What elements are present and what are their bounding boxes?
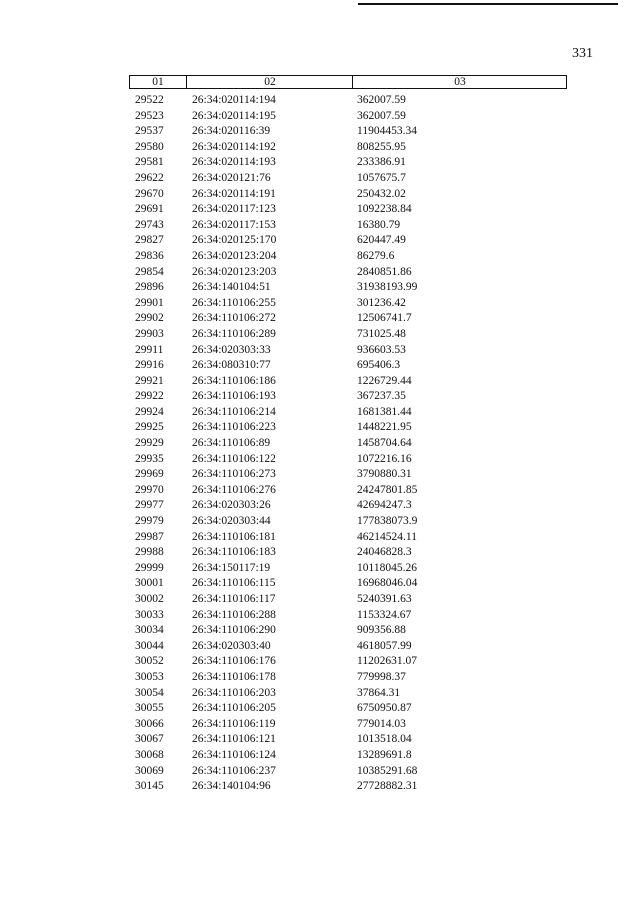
cadastral-value: 177838073.9 <box>357 515 418 528</box>
table-row <box>0 686 640 702</box>
cadastral-number: 26:34:020303:33 <box>192 343 271 356</box>
cadastral-value: 4618057.99 <box>357 639 412 652</box>
table-row <box>0 530 640 546</box>
cadastral-value: 2840851.86 <box>357 265 412 278</box>
table-row <box>0 764 640 780</box>
row-number: 30068 <box>135 748 164 761</box>
cadastral-number: 26:34:110106:272 <box>192 312 276 325</box>
row-number: 29929 <box>135 437 164 450</box>
row-number: 29903 <box>135 327 164 340</box>
cadastral-number: 26:34:110106:89 <box>192 437 271 450</box>
cadastral-value: 1153324.67 <box>357 608 412 621</box>
row-number: 29836 <box>135 249 164 262</box>
cadastral-value: 1057675.7 <box>357 171 406 184</box>
cadastral-number: 26:34:110106:203 <box>192 686 276 699</box>
cadastral-number: 26:34:110106:276 <box>192 483 276 496</box>
table-row <box>0 155 640 171</box>
cadastral-number: 26:34:020123:204 <box>192 249 277 262</box>
cadastral-number: 26:34:110106:273 <box>192 468 276 481</box>
cadastral-value: 731025.48 <box>357 327 406 340</box>
table-row <box>0 327 640 343</box>
cadastral-number: 26:34:110106:178 <box>192 670 276 683</box>
table-row <box>0 483 640 499</box>
cadastral-value: 1226729.44 <box>357 374 412 387</box>
cadastral-number: 26:34:110106:205 <box>192 702 276 715</box>
row-number: 29901 <box>135 296 164 309</box>
table-row <box>0 498 640 514</box>
cadastral-value: 42694247.3 <box>357 499 412 512</box>
top-rule <box>358 3 618 5</box>
row-number: 29523 <box>135 109 164 122</box>
cadastral-value: 362007.59 <box>357 109 406 122</box>
table-row <box>0 343 640 359</box>
cadastral-value: 6750950.87 <box>357 702 412 715</box>
table-row <box>0 608 640 624</box>
cadastral-number: 26:34:110106:181 <box>192 530 276 543</box>
column-header-03: 03 <box>352 76 567 88</box>
row-number: 29896 <box>135 281 164 294</box>
cadastral-number: 26:34:140104:51 <box>192 281 271 294</box>
cadastral-value: 24247801.85 <box>357 483 418 496</box>
row-number: 30052 <box>135 655 164 668</box>
table-row <box>0 358 640 374</box>
cadastral-value: 10118045.26 <box>357 561 417 574</box>
cadastral-value: 936603.53 <box>357 343 406 356</box>
table-row <box>0 779 640 795</box>
table-row <box>0 639 640 655</box>
cadastral-value: 362007.59 <box>357 94 406 106</box>
cadastral-number: 26:34:020114:194 <box>192 94 276 106</box>
row-number: 30069 <box>135 764 164 777</box>
row-number: 29670 <box>135 187 164 200</box>
table-row <box>0 623 640 639</box>
table-row <box>0 389 640 405</box>
cadastral-number: 26:34:020114:191 <box>192 187 276 200</box>
cadastral-number: 26:34:020117:153 <box>192 218 276 231</box>
table-row <box>0 374 640 390</box>
row-number: 30055 <box>135 702 164 715</box>
cadastral-number: 26:34:110106:176 <box>192 655 276 668</box>
cadastral-value: 1072216.16 <box>357 452 412 465</box>
cadastral-number: 26:34:020125:170 <box>192 234 277 247</box>
cadastral-number: 26:34:020121:76 <box>192 171 271 184</box>
table-row <box>0 732 640 748</box>
table-row <box>0 717 640 733</box>
table-row <box>0 654 640 670</box>
row-number: 29537 <box>135 125 164 138</box>
cadastral-number: 26:34:110106:289 <box>192 327 276 340</box>
cadastral-value: 1448221.95 <box>357 421 412 434</box>
table-row <box>0 202 640 218</box>
cadastral-number: 26:34:110106:115 <box>192 577 276 590</box>
table-row <box>0 233 640 249</box>
cadastral-value: 86279.6 <box>357 249 395 262</box>
row-number: 30044 <box>135 639 164 652</box>
cadastral-value: 24046828.3 <box>357 546 412 559</box>
row-number: 29580 <box>135 140 164 153</box>
cadastral-number: 26:34:020303:40 <box>192 639 271 652</box>
row-number: 29999 <box>135 561 164 574</box>
row-number: 29987 <box>135 530 164 543</box>
row-number: 29925 <box>135 421 164 434</box>
table-body <box>0 93 640 795</box>
table-row <box>0 420 640 436</box>
table-row <box>0 93 640 109</box>
cadastral-value: 779998.37 <box>357 670 406 683</box>
table-row <box>0 576 640 592</box>
row-number: 29691 <box>135 203 164 216</box>
column-header-01: 01 <box>152 76 164 88</box>
cadastral-number: 26:34:140104:96 <box>192 780 271 793</box>
table-row <box>0 592 640 608</box>
cadastral-number: 26:34:110106:119 <box>192 717 276 730</box>
table-row <box>0 405 640 421</box>
row-number: 29977 <box>135 499 164 512</box>
cadastral-value: 16380.79 <box>357 218 401 231</box>
table-row <box>0 296 640 312</box>
cadastral-number: 26:34:020117:123 <box>192 203 276 216</box>
cadastral-value: 13289691.8 <box>357 748 412 761</box>
cadastral-value: 16968046.04 <box>357 577 418 590</box>
table-row <box>0 171 640 187</box>
row-number: 29921 <box>135 374 164 387</box>
cadastral-value: 1681381.44 <box>357 405 412 418</box>
table-row <box>0 467 640 483</box>
cadastral-value: 46214524.11 <box>357 530 417 543</box>
cadastral-number: 26:34:110106:121 <box>192 733 276 746</box>
cadastral-value: 1013518.04 <box>357 733 412 746</box>
cadastral-value: 779014.03 <box>357 717 406 730</box>
row-number: 30145 <box>135 780 164 793</box>
cadastral-value: 5240391.63 <box>357 593 412 605</box>
table-row <box>0 218 640 234</box>
cadastral-value: 909356.88 <box>357 624 406 637</box>
cadastral-number: 26:34:110106:193 <box>192 390 276 403</box>
cadastral-value: 367237.35 <box>357 390 406 403</box>
cadastral-number: 26:34:110106:214 <box>192 405 276 418</box>
cadastral-number: 26:34:110106:122 <box>192 452 276 465</box>
cadastral-value: 250432.02 <box>357 187 406 200</box>
cadastral-number: 26:34:020116:39 <box>192 125 271 138</box>
cadastral-number: 26:34:110106:290 <box>192 624 276 637</box>
row-number: 30066 <box>135 717 164 730</box>
cadastral-number: 26:34:110106:223 <box>192 421 276 434</box>
cadastral-value: 301236.42 <box>357 296 406 309</box>
table-row <box>0 452 640 468</box>
cadastral-value: 1458704.64 <box>357 437 412 450</box>
row-number: 30001 <box>135 577 164 590</box>
cadastral-value: 37864.31 <box>357 686 401 699</box>
cadastral-number: 26:34:020303:44 <box>192 515 271 528</box>
row-number: 30002 <box>135 593 164 605</box>
cadastral-value: 10385291.68 <box>357 764 418 777</box>
row-number: 29827 <box>135 234 164 247</box>
row-number: 30053 <box>135 670 164 683</box>
cadastral-number: 26:34:110106:124 <box>192 748 276 761</box>
row-number: 29622 <box>135 171 164 184</box>
row-number: 29854 <box>135 265 164 278</box>
row-number: 29969 <box>135 468 164 481</box>
row-number: 29935 <box>135 452 164 465</box>
cadastral-value: 233386.91 <box>357 156 406 169</box>
cadastral-number: 26:34:150117:19 <box>192 561 271 574</box>
table-row <box>0 436 640 452</box>
cadastral-value: 695406.3 <box>357 359 401 372</box>
cadastral-number: 26:34:110106:186 <box>192 374 276 387</box>
row-number: 29743 <box>135 218 164 231</box>
row-number: 29979 <box>135 515 164 528</box>
table-row <box>0 545 640 561</box>
table-row <box>0 561 640 577</box>
cadastral-value: 3790880.31 <box>357 468 412 481</box>
table-row <box>0 140 640 156</box>
cadastral-value: 11202631.07 <box>357 655 417 668</box>
cadastral-value: 12506741.7 <box>357 312 412 325</box>
table-row <box>0 187 640 203</box>
cadastral-number: 26:34:110106:237 <box>192 764 276 777</box>
row-number: 29581 <box>135 156 164 169</box>
table-row <box>0 701 640 717</box>
row-number: 29924 <box>135 405 164 418</box>
table-row <box>0 249 640 265</box>
row-number: 30034 <box>135 624 164 637</box>
table-row <box>0 748 640 764</box>
table-row <box>0 265 640 281</box>
row-number: 29922 <box>135 390 164 403</box>
cadastral-value: 11904453.34 <box>357 125 417 138</box>
table-row <box>0 280 640 296</box>
cadastral-number: 26:34:020303:26 <box>192 499 271 512</box>
table-header <box>129 75 567 89</box>
row-number: 29902 <box>135 312 164 325</box>
cadastral-number: 26:34:110106:255 <box>192 296 276 309</box>
row-number: 29522 <box>135 94 164 106</box>
cadastral-number: 26:34:020114:192 <box>192 140 276 153</box>
cadastral-number: 26:34:080310:77 <box>192 359 271 372</box>
table-row <box>0 124 640 140</box>
cadastral-number: 26:34:110106:288 <box>192 608 276 621</box>
cadastral-number: 26:34:020114:193 <box>192 156 276 169</box>
table-row <box>0 311 640 327</box>
table-row <box>0 109 640 125</box>
page-number: 331 <box>572 46 593 61</box>
row-number: 29911 <box>135 343 164 356</box>
row-number: 30067 <box>135 733 164 746</box>
cadastral-number: 26:34:020123:203 <box>192 265 277 278</box>
table-row <box>0 514 640 530</box>
row-number: 30054 <box>135 686 164 699</box>
column-header-02: 02 <box>186 76 353 88</box>
table-row <box>0 670 640 686</box>
row-number: 29916 <box>135 359 164 372</box>
row-number: 30033 <box>135 608 164 621</box>
cadastral-value: 27728882.31 <box>357 780 418 793</box>
row-number: 29988 <box>135 546 164 559</box>
cadastral-number: 26:34:110106:183 <box>192 546 276 559</box>
cadastral-number: 26:34:020114:195 <box>192 109 276 122</box>
cadastral-value: 620447.49 <box>357 234 406 247</box>
row-number: 29970 <box>135 483 164 496</box>
cadastral-value: 31938193.99 <box>357 281 418 294</box>
cadastral-value: 1092238.84 <box>357 203 412 216</box>
cadastral-value: 808255.95 <box>357 140 406 153</box>
cadastral-number: 26:34:110106:117 <box>192 593 276 605</box>
